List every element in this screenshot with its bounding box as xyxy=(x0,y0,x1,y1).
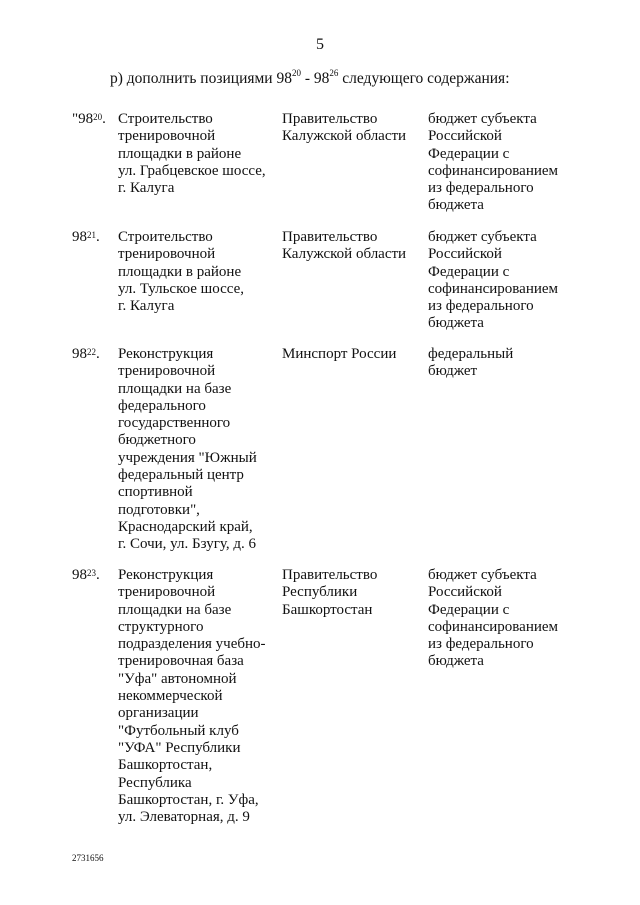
intro-text-a: р) дополнить позициями 98 xyxy=(110,70,292,87)
entry-number: $98^{22}$. xyxy=(72,346,100,362)
entry-funding: бюджет субъекта Российской Федерации с софинансированием из федерального бюджета xyxy=(428,229,559,332)
entry-funding: бюджет субъекта Российской Федерации с софинансированием из федерального бюджета xyxy=(428,111,559,214)
entry-responsible: Правительство Калужской области xyxy=(282,229,407,263)
entry-number: $98^{23}$. xyxy=(72,567,100,583)
entry-name: Реконструкция тренировочной площадки на базе федерального государственного бюджетного учреждения "Южный федеральный центр спортивной подготовки", Краснодарский край, г. Сочи, ул. Бзугу, д. 6 xyxy=(118,346,257,553)
intro-sup-b: 26 xyxy=(329,68,339,78)
entry-name: Реконструкция тренировочной площадки на базе структурного подразделения учебно- тренировочная база "Уфа" автономной некоммерческой организации "Футбольный клуб "УФА" Республики Башкортостан, Республика Башкортостан, г. Уфа, ул. Элеваторная, д. 9 xyxy=(118,567,266,826)
entry-funding: бюджет субъекта Российской Федерации с софинансированием из федерального бюджета xyxy=(428,567,559,670)
intro-sup-a: 20 xyxy=(291,68,301,78)
document-code: 2731656 xyxy=(72,853,104,863)
intro-text-b: - 98 xyxy=(300,70,330,87)
entry-number: "$98^{20}$. xyxy=(72,111,106,127)
entry-number: $98^{21}$. xyxy=(72,229,100,245)
entry-responsible: Минспорт России xyxy=(282,346,397,362)
entry-responsible: Правительство Республики Башкортостан xyxy=(282,567,378,618)
page-number: 5 xyxy=(316,36,324,53)
intro-paragraph xyxy=(110,70,510,88)
entry-name: Строительство тренировочной площадки в районе ул. Грабцевское шоссе, г. Калуга xyxy=(118,111,266,197)
intro-text-c: следующего содержания: xyxy=(338,70,510,87)
entry-name: Строительство тренировочной площадки в районе ул. Тульское шоссе, г. Калуга xyxy=(118,229,245,315)
entry-funding: федеральный бюджет xyxy=(428,346,514,380)
entry-responsible: Правительство Калужской области xyxy=(282,111,407,145)
